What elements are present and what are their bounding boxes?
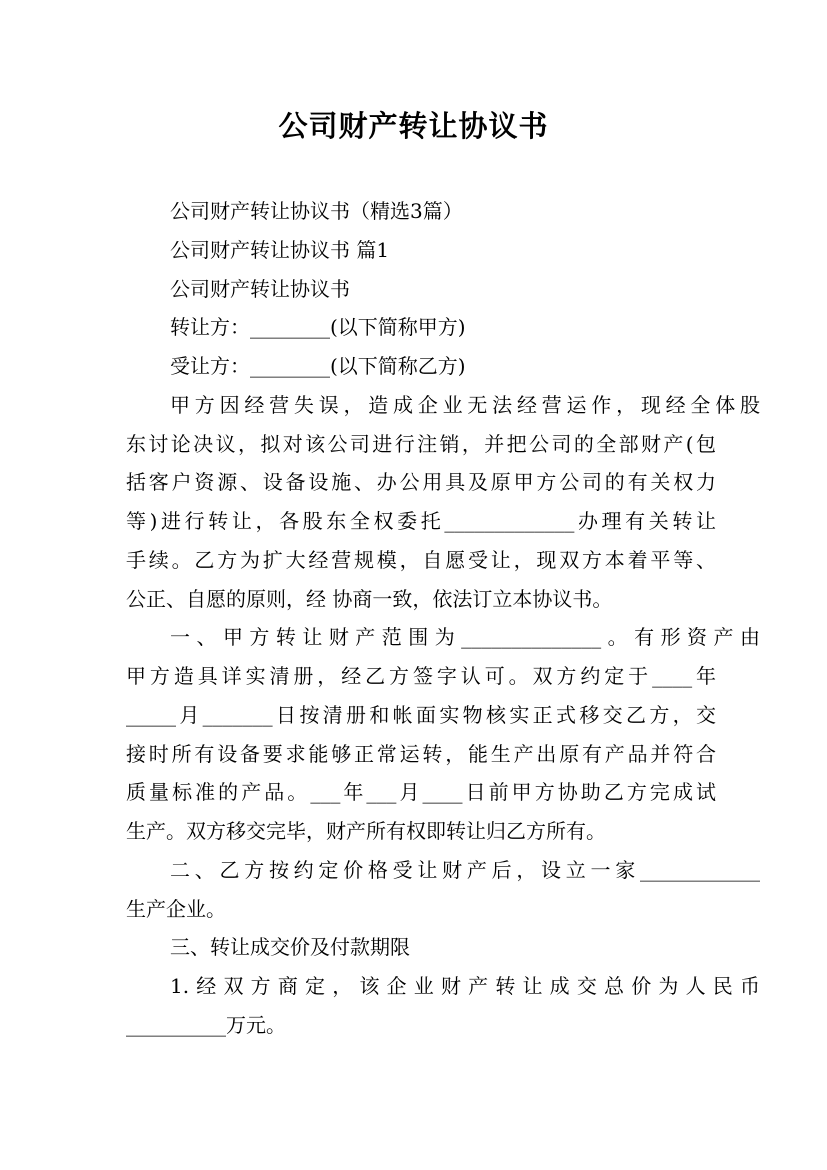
paragraph-subtitle: 公司财产转让协议书（精选3篇） (170, 199, 463, 223)
clause-one-line: 生产。双方移交完毕，财产所有权即转让归乙方所有。 (126, 819, 606, 843)
clause-three-line: __________万元。 (126, 1013, 286, 1037)
paragraph-transferee: 受让方：________(以下简称乙方) (170, 354, 466, 378)
body-line: 括客户资源、设备设施、办公用具及原甲方公司的有关权力 (126, 470, 716, 494)
paragraph-doc-heading: 公司财产转让协议书 (170, 277, 350, 301)
clause-two-line: 生产企业。 (126, 897, 226, 921)
body-line: 等)进行转让，各股东全权委托_____________办理有关转让 (126, 509, 716, 533)
paragraph-section-heading: 公司财产转让协议书 篇1 (170, 238, 390, 262)
clause-one-line: 甲方造具详实清册，经乙方签字认可。双方约定于____年 (126, 664, 716, 688)
body-line: 东讨论决议，拟对该公司进行注销，并把公司的全部财产(包 (126, 432, 716, 456)
clause-one-line: 接时所有设备要求能够正常运转，能生产出原有产品并符合 (126, 742, 716, 766)
document-title: 公司财产转让协议书 (278, 109, 549, 143)
clause-two-line: 二、乙方按约定价格受让财产后，设立一家____________ (170, 858, 760, 882)
clause-three-line: 1.经双方商定，该企业财产转让成交总价为人民币 (170, 974, 760, 998)
clause-one-line: 质量标准的产品。___年___月____日前甲方协助乙方完成试 (126, 780, 716, 804)
body-line: 公正、自愿的原则，经 协商一致，依法订立本协议书。 (126, 587, 613, 611)
clause-three-heading: 三、转让成交价及付款期限 (170, 935, 410, 959)
clause-one-line: _____月_______日按清册和帐面实物核实正式移交乙方，交 (126, 703, 716, 727)
body-line: 手续。乙方为扩大经营规模，自愿受让，现双方本着平等、 (126, 548, 716, 572)
body-line: 甲方因经营失误，造成企业无法经营运作，现经全体股 (170, 393, 760, 417)
clause-one-line: 一、甲方转让财产范围为______________。有形资产由 (170, 625, 760, 649)
paragraph-transferor: 转让方：________(以下简称甲方) (170, 315, 466, 339)
